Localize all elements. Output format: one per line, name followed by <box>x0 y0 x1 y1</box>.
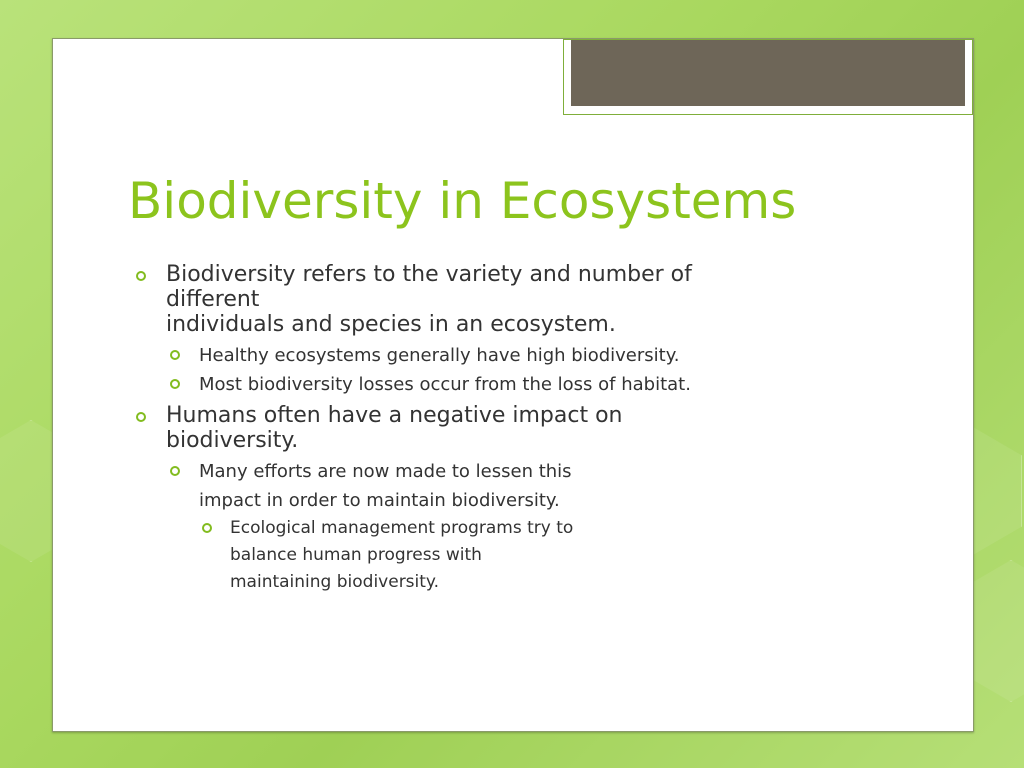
bullet-item <box>136 403 836 453</box>
ring-bullet-icon <box>202 523 212 533</box>
bullet-text: Many efforts are now made to lessen this <box>199 461 572 482</box>
ring-bullet-icon <box>136 271 146 281</box>
bullet-list <box>136 262 836 596</box>
bullet-text: Most biodiversity losses occur from the loss of habitat. <box>199 374 691 395</box>
header-photo <box>571 40 965 106</box>
sub-bullet-item <box>136 341 836 370</box>
bullet-text: maintaining biodiversity. <box>230 572 439 592</box>
bullet-text: Healthy ecosystems generally have high biodiversity. <box>199 345 680 366</box>
bullet-item <box>136 262 836 337</box>
ring-bullet-icon <box>170 466 180 476</box>
sub-bullet-item <box>136 457 836 515</box>
bullet-text: individuals and species in an ecosystem. <box>166 312 616 337</box>
bullet-text: Humans often have a negative impact on <box>166 403 623 428</box>
bullet-text: Biodiversity refers to the variety and number of <box>166 262 692 287</box>
bullet-text: balance human progress with <box>230 545 482 565</box>
bullet-text: different <box>166 287 260 312</box>
sub-sub-bullet-item <box>136 515 836 596</box>
bullet-text: Ecological management programs try to <box>230 518 574 538</box>
ring-bullet-icon <box>170 350 180 360</box>
header-photo-frame <box>563 39 973 115</box>
bullet-text: impact in order to maintain biodiversity. <box>199 490 560 511</box>
ring-bullet-icon <box>136 412 146 422</box>
slide-title: Biodiversity in Ecosystems <box>128 172 797 230</box>
ring-bullet-icon <box>170 379 180 389</box>
sub-bullet-item <box>136 370 836 399</box>
bullet-text: biodiversity. <box>166 428 299 453</box>
